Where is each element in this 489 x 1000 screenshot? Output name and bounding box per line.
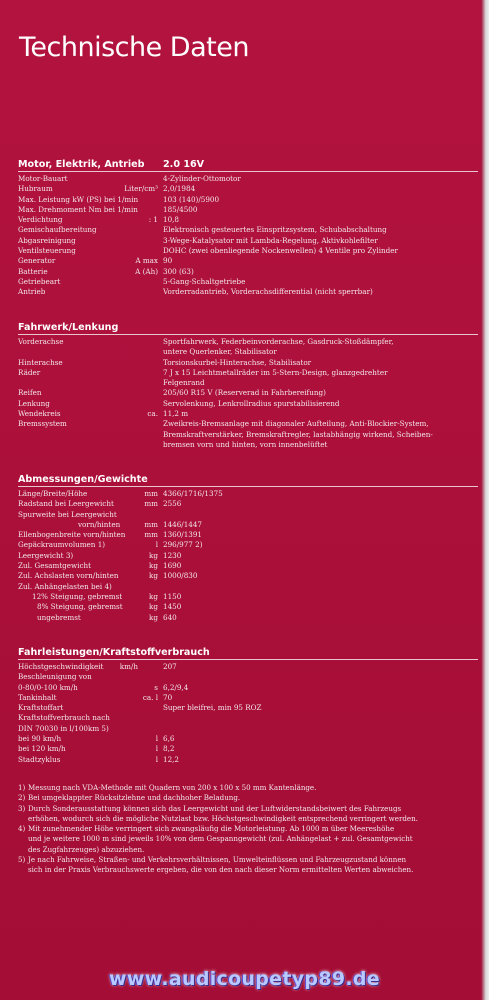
spec-row [18,510,478,520]
section-heading [18,472,478,487]
spec-row [18,592,478,602]
footnote-text: Mit zunehmender Höhe verringert sich zwangsläufig die Motorleistung. Ab 1000 m über Meereshöhe [28,824,395,834]
spec-row [18,378,478,388]
spec-unit: s [154,682,158,692]
spec-section [18,645,478,765]
spec-value: 3-Wege-Katalysator mit Lambda-Regelung, Aktivkohlefilter [163,235,378,245]
spec-row [18,246,478,256]
spec-label: Bremssystem [18,419,67,429]
spec-label: Gepäckraumvolumen 1) [18,540,106,550]
spec-value: 4366/1716/1375 [163,489,223,498]
section-heading [18,157,478,172]
spec-label: Batterie [18,266,48,276]
spec-section [18,320,478,450]
spec-row [18,256,478,266]
spec-label: Verdichtung [18,215,63,225]
footnote-text: Durch Sonderausstattung können sich das Leergewicht und der Luftwiderstandsbeiwert des Fahrzeugs [28,803,402,813]
spec-value: 7 J x 15 Leichtmetallräder im 5-Stern-Design, glanzgedrehter [163,367,388,377]
spec-row [18,693,478,703]
spec-unit: A max [135,256,158,266]
spec-label: bei 90 km/h [18,734,62,744]
spec-row [18,683,478,693]
spec-row [18,540,478,550]
spec-label: bei 120 km/h [18,744,66,754]
spec-label: Länge/Breite/Höhe [18,489,88,498]
spec-value: bremsen vorn und hinten, vorn innenbelüftet [163,439,328,449]
spec-value: 1450 [163,602,182,612]
footnote-number: 5) [18,855,26,865]
spec-value: 6,2/9,4 [163,682,189,692]
spec-row [18,337,478,347]
spec-row [18,440,478,450]
footnote-text: Je nach Fahrweise, Straßen- und Verkehrsverhältnissen, Umwelteinflüssen und Fahrzeugzustand können [28,855,407,865]
spec-label: 0-80/0-100 km/h [18,682,78,692]
spec-label: Tankinhalt [18,692,57,702]
spec-row [18,744,478,754]
spec-value: 90 [163,256,173,266]
page-title: Technische Daten [19,32,249,63]
footnote-text: erhöhen, wodurch sich die mögliche Nutzlast bzw. Höchstgeschwindigkeit entsprechend verringert werden. [28,813,418,823]
spec-unit: km/h [119,662,138,671]
spec-value: 11,2 m [163,409,189,419]
spec-row [18,399,478,409]
spec-label: Stadtzyklus [18,754,61,764]
spec-row [18,561,478,571]
spec-label: Lenkung [18,398,50,408]
footnote [18,824,473,855]
spec-value: Vorderradantrieb, Vorderachsdifferential (nicht sperrbar) [163,287,373,297]
spec-value: 1150 [163,591,182,601]
spec-unit: l [155,540,158,550]
spec-row [18,724,478,734]
footnote-number: 1) [18,783,26,792]
spec-label: vorn/hinten [78,519,121,529]
footnote [18,783,473,793]
spec-unit: kg [149,561,158,571]
footnote [18,855,473,876]
spec-section [18,157,478,298]
spec-unit: kg [149,602,158,612]
footnote-number: 2) [18,793,26,803]
spec-label: Hubraum [18,184,53,194]
spec-unit: mm [144,519,158,529]
spec-row [18,662,478,672]
spec-value: Torsionskurbel-Hinterachse, Stabilisator [163,357,312,367]
footnote-text: Bei umgeklappter Rücksitzlehne und dachhoher Beladung. [28,793,241,803]
spec-value: 1446/1447 [163,519,203,529]
spec-unit: ca. l [142,692,158,702]
spec-label: DIN 70030 in l/100km 5) [18,723,109,733]
spec-row [18,287,478,297]
spec-label: Räder [18,367,41,377]
spec-label: Zul. Gesamtgewicht [18,561,92,571]
spec-label: Reifen [18,388,42,398]
spec-value: 207 [163,662,177,671]
spec-row [18,703,478,713]
spec-row [18,347,478,357]
section-heading-label: Motor, Elektrik, Antrieb [18,159,145,170]
spec-value: 1690 [163,561,182,571]
spec-row [18,551,478,561]
spec-row [18,713,478,723]
spec-row [18,602,478,612]
section-heading [18,320,478,335]
spec-value: 103 (140)/5900 [163,194,220,204]
spec-value: Servolenkung, Lenkrollradius spurstabilisierend [163,398,340,408]
spec-label: Vorderachse [18,337,64,346]
spec-label: Beschleunigung von [18,672,92,682]
spec-label: Radstand bei Leergewicht [18,499,114,509]
spec-row [18,195,478,205]
spec-value: 1360/1391 [163,530,203,540]
spec-value: 1000/830 [163,571,198,581]
spec-row [18,409,478,419]
footnote [18,804,473,825]
spec-label: Motor-Bauart [18,174,68,183]
footnote [18,793,473,803]
spec-label: Spurweite bei Leergewicht [18,509,117,519]
spec-row [18,430,478,440]
spec-row [18,530,478,540]
spec-row [18,582,478,592]
spec-label: Max. Drehmoment Nm bei 1/min [18,204,138,214]
spec-value: Zweikreis-Bremsanlage mit diagonaler Aufteilung, Anti-Blockier-System, [163,419,429,429]
spec-row [18,613,478,623]
spec-row [18,236,478,246]
spec-section [18,472,478,623]
spec-value: 8,2 [163,744,175,754]
spec-value: 640 [163,612,177,622]
spec-label: Getriebeart [18,276,61,286]
spec-value: Elektronisch gesteuertes Einspritzsystem, Schubabschaltung [163,225,387,235]
spec-label: Hinterachse [18,357,63,367]
spec-label: Zul. Anhängelasten bei 4) [18,581,112,591]
spec-unit: l [155,744,158,754]
spec-row [18,520,478,530]
spec-label: Ellenbogenbreite vorn/hinten [18,530,126,540]
footnote-number: 4) [18,824,26,834]
spec-row [18,755,478,765]
footnote-text: sich in der Praxis Verbrauchswerte ergeben, die von den nach dieser Norm ermittelten Werten abweichen. [28,865,414,875]
spec-value: 10,8 [163,215,180,225]
spec-label: Wendekreis [18,409,61,419]
spec-unit: kg [149,550,158,560]
section-heading-label: Fahrwerk/Lenkung [18,322,119,333]
spec-row [18,225,478,235]
spec-unit: l [155,754,158,764]
footnote-text: und je weitere 1000 m sind jeweils 10% von dem Gespanngewicht (zul. Anhängelast + zul. Gesamtgewicht [28,834,413,844]
spec-unit: kg [149,591,158,601]
spec-value: 2,0/1984 [163,184,196,194]
spec-value: 2556 [163,499,182,509]
spec-value: 6,6 [163,734,175,744]
spec-row [18,489,478,499]
spec-unit: ca. [147,409,158,419]
spec-row [18,734,478,744]
section-heading [18,645,478,660]
spec-value: 205/60 R15 V (Reserverad in Fahrbereifung) [163,388,326,398]
section-heading-label: Fahrleistungen/Kraftstoffverbrauch [18,647,210,658]
spec-value: Super bleifrei, min 95 ROZ [163,703,262,713]
spec-label: Ventilsteuerung [18,246,76,256]
spec-label: Generator [18,256,56,266]
spec-unit: A (Ah) [135,266,158,276]
footnotes [18,783,473,876]
spec-value: Felgenrand [163,378,205,388]
spec-value: 12,2 [163,754,180,764]
spec-row [18,368,478,378]
footnote-text: des Zugfahrzeuges) abzuziehen. [28,844,145,854]
spec-value: 296/977 2) [163,540,203,550]
spec-unit: kg [149,571,158,581]
spec-unit: mm [144,489,158,498]
spec-row [18,184,478,194]
spec-label: Max. Leistung kW (PS) bei 1/min [18,194,139,204]
page-edge [481,0,489,1000]
spec-row [18,672,478,682]
section-heading-value: 2.0 16V [163,159,205,170]
spec-value: 1230 [163,550,182,560]
spec-label: Antrieb [18,287,46,297]
spec-unit: : 1 [148,215,158,225]
spec-value: untere Querlenker, Stabilisator [163,347,277,357]
spec-value: 70 [163,692,173,702]
spec-row [18,388,478,398]
spec-label: Zul. Achslasten vorn/hinten [18,571,119,581]
spec-label: 12% Steigung, gebremst [32,591,123,601]
spec-row [18,571,478,581]
spec-row [18,215,478,225]
spec-label: Kraftstoffart [18,703,64,713]
spec-row [18,499,478,509]
spec-label: Leergewicht 3) [18,550,74,560]
footnote-number: 3) [18,803,26,813]
spec-unit: Liter/cm³ [124,184,158,194]
spec-label: 8% Steigung, gebremst [37,602,123,612]
spec-label: Kraftstoffverbrauch nach [18,713,110,723]
spec-value: 300 (63) [163,266,194,276]
spec-label: Höchstgeschwindigkeit [18,662,104,671]
spec-row [18,358,478,368]
spec-unit: mm [144,530,158,540]
spec-row [18,205,478,215]
spec-value: Bremskraftverstärker, Bremskraftregler, lastabhängig wirkend, Scheiben- [163,429,433,439]
spec-label: Gemischaufbereitung [18,225,97,235]
spec-unit: kg [149,612,158,622]
spec-row [18,267,478,277]
footnote-text: Messung nach VDA-Methode mit Quadern von 200 x 100 x 50 mm Kantenlänge. [28,783,317,792]
spec-row [18,174,478,184]
spec-value: DOHC (zwei obenliegende Nockenwellen) 4 Ventile pro Zylinder [163,246,398,256]
spec-unit: l [155,734,158,744]
spec-unit: mm [144,499,158,509]
spec-label: Abgasreinigung [18,235,76,245]
spec-value: 4-Zylinder-Ottomotor [163,174,241,183]
spec-row [18,419,478,429]
section-heading-label: Abmessungen/Gewichte [18,474,148,485]
spec-row [18,277,478,287]
spec-value: 185/4500 [163,204,198,214]
spec-label: ungebremst [37,612,81,622]
spec-value: 5-Gang-Schaltgetriebe [163,276,246,286]
website-watermark: www.audicoupetyp89.de [109,968,380,990]
spec-value: Sportfahrwerk, Federbeinvorderachse, Gasdruck-Stoßdämpfer, [163,337,394,346]
